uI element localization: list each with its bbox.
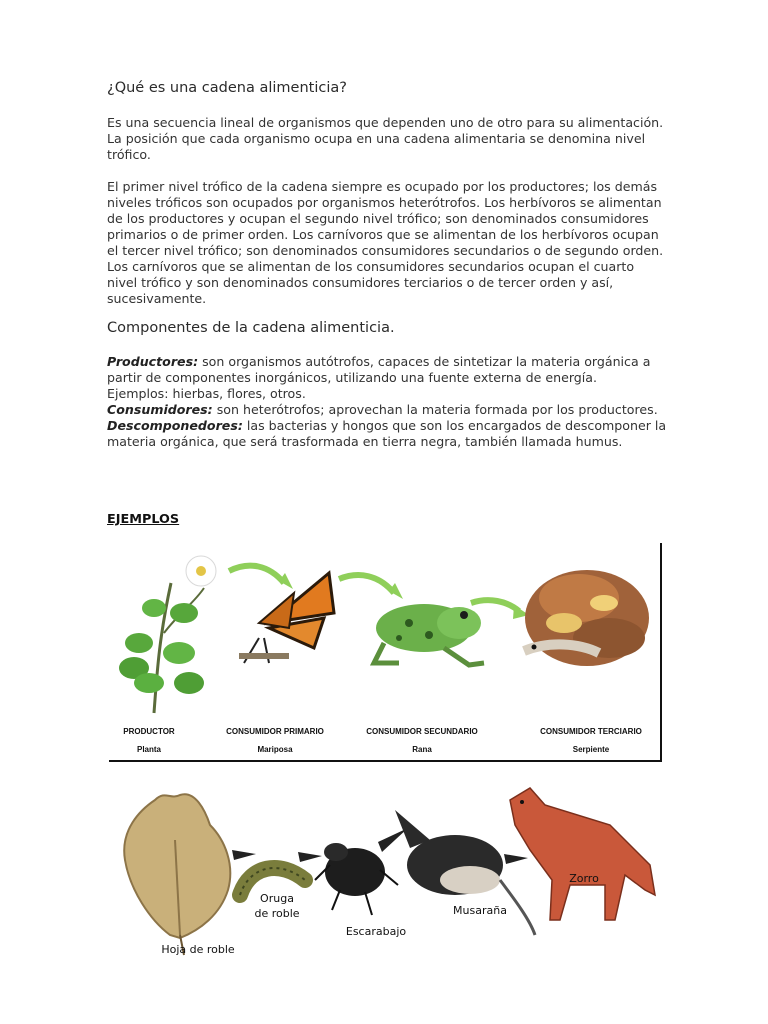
caterpillar-illustration: [240, 868, 305, 895]
caption-name-1: Planta: [136, 745, 162, 754]
beetle-illustration: [315, 843, 398, 915]
arrow-3: [471, 600, 519, 611]
arrow-2: [339, 575, 394, 593]
page-title: ¿Qué es una cadena alimenticia?: [107, 80, 347, 96]
productores-text: son organismos autótrofos, capaces de sintetizar la materia orgánica a partir de componentes inorgánicos, utilizando una fuente externa de energía.: [107, 354, 651, 385]
butterfly-illustration: [239, 573, 334, 663]
caption-level-4: CONSUMIDOR TERCIARIO: [540, 727, 642, 736]
food-chain-figure-2: [110, 770, 670, 970]
descomponedores-text: las bacterias y hongos que son los encargados de descomponer la materia orgánica, que será trasformada en tierra negra, también llamada humus.: [107, 418, 667, 449]
consumidores-text: son heterótrofos; aprovechan la materia formada por los productores.: [212, 402, 658, 417]
arrow-1: [229, 566, 284, 583]
examples-line: Ejemplos: hierbas, flores, otros.: [107, 386, 306, 401]
components-heading: Componentes de la cadena alimenticia.: [107, 320, 395, 336]
food-chain-illustration-2: [110, 770, 670, 970]
label-fox: Zorro: [569, 872, 599, 885]
components-list: [107, 354, 667, 450]
caption-level-2: CONSUMIDOR PRIMARIO: [226, 727, 324, 736]
food-chain-figure-1: [109, 543, 662, 762]
plant-illustration: [119, 556, 216, 713]
label-caterpillar-line2: de roble: [254, 907, 300, 920]
caption-level-1: PRODUCTOR: [123, 727, 175, 736]
intro-paragraph: Es una secuencia lineal de organismos que dependen uno de otro para su alimentación. La posición que cada organismo ocupa en una cadena alimentaria se denomina nivel trófico.: [107, 115, 664, 162]
productores-label: Productores:: [107, 354, 199, 369]
caption-name-4: Serpiente: [572, 745, 610, 754]
caption-name-2: Mariposa: [257, 745, 293, 754]
snake-illustration: [524, 570, 649, 666]
label-oak-leaf: Hoja de roble: [161, 943, 235, 956]
descomponedores-label: Descomponedores:: [107, 418, 243, 433]
consumidores-label: Consumidores:: [107, 402, 213, 417]
examples-heading: EJEMPLOS: [107, 512, 180, 527]
oak-leaf-illustration: [124, 794, 230, 955]
fox-illustration: [510, 788, 655, 920]
label-beetle: Escarabajo: [345, 925, 407, 938]
caption-name-3: Rana: [412, 745, 432, 754]
label-shrew: Musaraña: [453, 904, 507, 917]
caption-level-3: CONSUMIDOR SECUNDARIO: [366, 727, 478, 736]
frog-illustration: [374, 604, 484, 665]
label-caterpillar-line1: Oruga: [260, 892, 294, 905]
trophic-levels-paragraph: El primer nivel trófico de la cadena siempre es ocupado por los productores; los demás niveles tróficos son ocupados por organismos heterótrofos. Los herbívoros se alimentan de los productores y ocupan el segundo nivel trófico; son denominados consumidores primarios o de primer orden. Los carnívoros que se alimentan de los herbívoros ocupan el tercer nivel trófico; son denominados consumidores secundarios o de segundo orden. Los carnívoros que se alimentan de los consumidores secundarios ocupan el cuarto nivel trófico y son denominados consumidores terciarios o de tercer orden y así, sucesivamente.: [107, 179, 664, 306]
